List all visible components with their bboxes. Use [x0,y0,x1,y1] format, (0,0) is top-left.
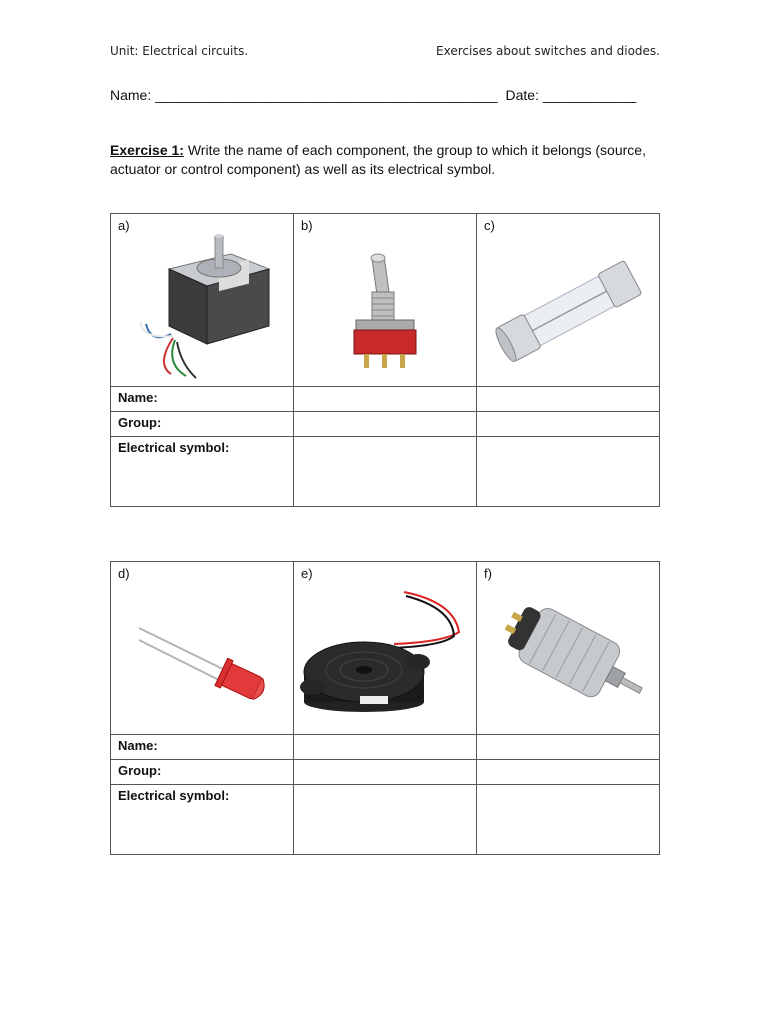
answer-cell-c-group[interactable] [477,412,660,437]
row-label-group: Group: [111,760,294,785]
answer-cell-b-symbol[interactable] [294,437,477,507]
cell-d [111,562,294,735]
stepper-motor-image [111,214,294,386]
cell-a-label: a) [118,218,130,233]
cell-c [477,214,660,387]
row-label-name: Name: [111,387,294,412]
cell-e-label: e) [301,566,313,581]
row-label-symbol: Electrical symbol: [111,437,294,507]
header-unit: Unit: Electrical circuits. [110,44,249,58]
cell-e [294,562,477,735]
header-topic: Exercises about switches and diodes. [436,44,660,58]
answer-cell-c-symbol[interactable] [477,437,660,507]
answer-cell-e-symbol[interactable] [294,785,477,855]
row-label-group: Group: [111,412,294,437]
answer-cell-c-name[interactable] [477,387,660,412]
buzzer-image [294,562,477,734]
row-label-symbol: Electrical symbol: [111,785,294,855]
glass-fuse-image [477,214,660,386]
cell-b-label: b) [301,218,313,233]
answer-cell-f-name[interactable] [477,735,660,760]
cell-f-label: f) [484,566,492,581]
answer-cell-f-group[interactable] [477,760,660,785]
answer-cell-b-group[interactable] [294,412,477,437]
answer-cell-b-name[interactable] [294,387,477,412]
answer-cell-e-group[interactable] [294,760,477,785]
toggle-switch-image [294,214,477,386]
answer-cell-f-symbol[interactable] [477,785,660,855]
exercise-1-instructions [110,141,670,179]
component-table-2 [110,561,660,855]
cell-d-label: d) [118,566,130,581]
cell-a [111,214,294,387]
row-label-name: Name: [111,735,294,760]
cell-b [294,214,477,387]
cell-f [477,562,660,735]
component-table-1 [110,213,660,507]
exercise-1-text: Write the name of each component, the group to which it belongs (source, actuator or control component) as well as its electrical symbol. [110,142,646,177]
name-date-line: Name: ____________________________________________ Date: ____________ [110,87,637,103]
led-image [111,562,294,734]
cell-c-label: c) [484,218,495,233]
dc-motor-image [477,562,660,734]
answer-cell-e-name[interactable] [294,735,477,760]
exercise-1-label: Exercise 1: [110,142,184,158]
